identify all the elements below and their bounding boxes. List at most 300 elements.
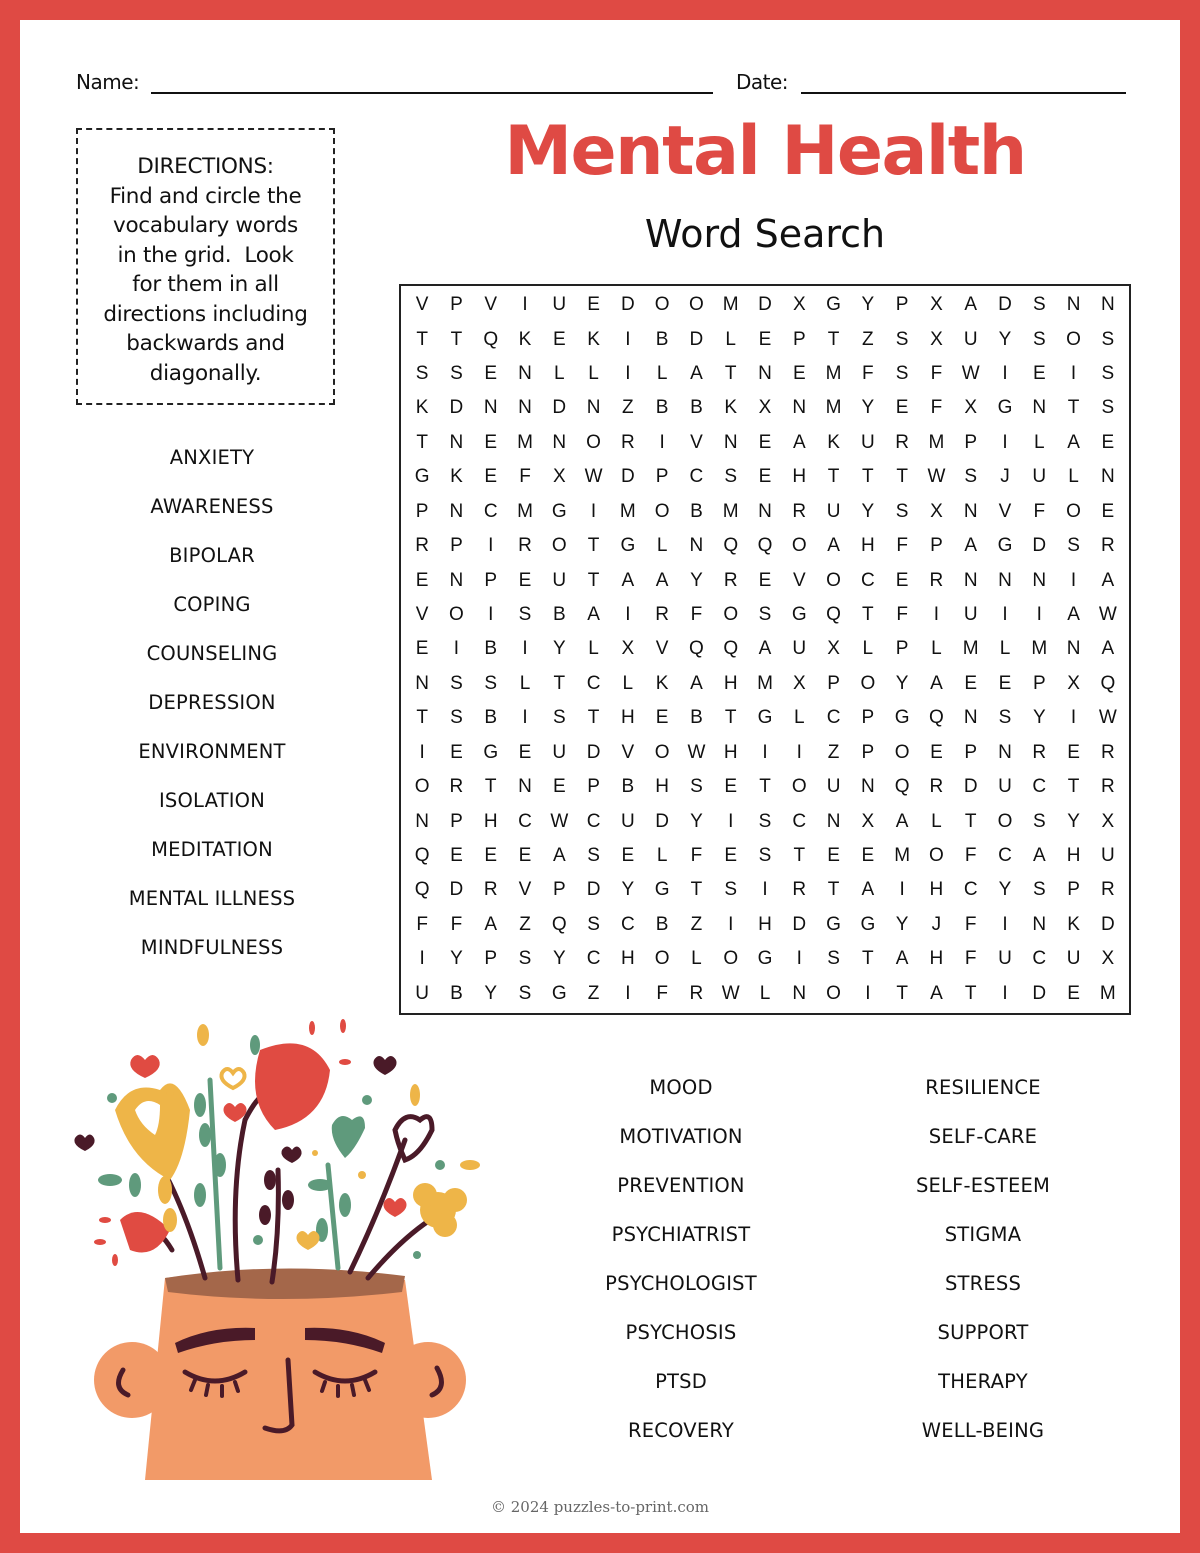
grid-letter[interactable]: G [757,948,773,970]
grid-letter[interactable]: L [931,810,942,832]
grid-letter[interactable]: A [930,982,943,1004]
grid-letter[interactable]: R [655,604,669,626]
grid-letter[interactable]: S [998,707,1012,729]
grid-letter[interactable]: G [826,913,841,935]
grid-letter[interactable]: O [1066,328,1081,350]
grid-letter[interactable]: E [552,776,566,798]
grid-letter[interactable]: Y [861,500,875,522]
grid-letter[interactable]: T [827,328,840,350]
grid-letter[interactable]: G [757,707,773,729]
grid-letter[interactable]: S [758,810,772,832]
grid-letter[interactable]: B [655,397,669,419]
grid-letter[interactable]: L [1068,466,1079,488]
grid-letter[interactable]: U [415,982,429,1004]
grid-letter[interactable]: L [691,948,702,970]
grid-letter[interactable]: P [415,500,429,522]
grid-letter[interactable]: H [723,672,738,694]
grid-letter[interactable]: T [896,982,908,1004]
grid-letter[interactable]: K [518,328,532,350]
grid-letter[interactable]: L [553,363,565,385]
grid-letter[interactable]: L [793,707,805,729]
grid-letter[interactable]: Z [862,328,874,350]
grid-letter[interactable]: D [449,397,464,419]
grid-letter[interactable]: E [895,397,909,419]
grid-letter[interactable]: P [484,569,498,591]
grid-letter[interactable]: O [449,604,464,626]
grid-letter[interactable]: C [963,879,978,901]
grid-letter[interactable]: Q [826,604,841,626]
grid-letter[interactable]: Q [723,535,739,557]
grid-letter[interactable]: O [723,604,739,626]
grid-letter[interactable]: B [690,500,703,522]
grid-letter[interactable]: I [488,535,494,557]
grid-letter[interactable]: R [895,431,909,453]
grid-letter[interactable]: H [655,776,669,798]
grid-letter[interactable]: V [792,569,806,591]
grid-letter[interactable]: G [997,397,1013,419]
grid-letter[interactable]: S [518,604,532,626]
grid-letter[interactable]: S [1101,363,1115,385]
grid-letter[interactable]: X [930,328,943,350]
grid-letter[interactable]: R [1100,741,1115,763]
grid-letter[interactable]: N [415,672,429,694]
grid-letter[interactable]: V [655,638,669,660]
grid-letter[interactable]: P [1032,672,1046,694]
grid-letter[interactable]: D [449,879,464,901]
grid-letter[interactable]: A [827,535,840,557]
grid-letter[interactable]: C [689,466,704,488]
grid-letter[interactable]: N [792,397,807,419]
grid-letter[interactable]: H [929,948,944,970]
grid-letter[interactable]: I [1070,363,1077,385]
grid-letter[interactable]: W [687,741,706,763]
grid-letter[interactable]: E [484,363,498,385]
grid-letter[interactable]: O [414,776,430,798]
grid-letter[interactable]: N [1100,294,1115,316]
grid-letter[interactable]: R [929,776,944,798]
grid-letter[interactable]: A [964,294,978,316]
grid-letter[interactable]: S [1032,294,1046,316]
grid-letter[interactable]: I [625,982,631,1004]
grid-letter[interactable]: A [895,948,909,970]
grid-letter[interactable]: I [796,948,802,970]
grid-letter[interactable]: F [450,913,463,935]
grid-letter[interactable]: A [484,913,498,935]
grid-letter[interactable]: D [620,466,635,488]
grid-letter[interactable]: M [1031,638,1048,660]
grid-letter[interactable]: W [1098,604,1117,626]
grid-letter[interactable]: B [655,328,669,350]
grid-letter[interactable]: H [758,913,772,935]
grid-letter[interactable]: N [1066,294,1081,316]
grid-letter[interactable]: W [550,810,569,832]
grid-letter[interactable]: N [860,776,875,798]
grid-letter[interactable]: B [552,604,566,626]
grid-letter[interactable]: P [450,535,463,557]
grid-letter[interactable]: U [860,431,875,453]
grid-letter[interactable]: E [1067,741,1080,763]
grid-letter[interactable]: T [587,535,600,557]
grid-letter[interactable]: D [758,294,772,316]
grid-letter[interactable]: P [895,294,909,316]
grid-letter[interactable]: Q [414,879,430,901]
grid-letter[interactable]: I [762,879,768,901]
grid-letter[interactable]: C [518,810,532,832]
date-field[interactable] [801,92,1126,94]
grid-letter[interactable]: E [758,328,772,350]
grid-letter[interactable]: I [1070,569,1077,591]
grid-letter[interactable]: Y [450,948,463,970]
grid-letter[interactable]: I [1070,707,1077,729]
grid-letter[interactable]: N [998,569,1012,591]
grid-letter[interactable]: Q [894,776,910,798]
grid-letter[interactable]: W [584,466,603,488]
grid-letter[interactable]: S [758,604,772,626]
grid-letter[interactable]: T [896,466,908,488]
grid-letter[interactable]: B [484,707,498,729]
grid-letter[interactable]: M [517,500,533,522]
grid-letter[interactable]: S [518,982,532,1004]
grid-letter[interactable]: O [894,741,910,763]
grid-letter[interactable]: A [655,569,669,591]
grid-letter[interactable]: S [450,672,463,694]
grid-letter[interactable]: G [860,913,876,935]
grid-letter[interactable]: P [1067,879,1080,901]
grid-letter[interactable]: Y [998,879,1012,901]
grid-letter[interactable]: S [1032,328,1046,350]
grid-letter[interactable]: F [690,604,703,626]
grid-letter[interactable]: T [416,431,428,453]
grid-letter[interactable]: O [551,535,567,557]
grid-letter[interactable]: E [587,294,600,316]
name-field[interactable] [151,92,713,94]
grid-letter[interactable]: E [415,638,429,660]
grid-letter[interactable]: C [1032,776,1047,798]
grid-letter[interactable]: Q [483,328,499,350]
grid-letter[interactable]: R [689,982,704,1004]
grid-letter[interactable]: E [450,741,463,763]
grid-letter[interactable]: S [450,363,463,385]
grid-letter[interactable]: N [723,431,738,453]
grid-letter[interactable]: A [792,431,806,453]
grid-letter[interactable]: C [620,913,635,935]
grid-letter[interactable]: M [825,363,842,385]
grid-letter[interactable]: C [792,810,807,832]
grid-letter[interactable]: O [723,948,739,970]
grid-letter[interactable]: S [587,913,600,935]
grid-letter[interactable]: M [894,845,911,867]
grid-letter[interactable]: D [998,294,1012,316]
grid-letter[interactable]: K [724,397,738,419]
grid-letter[interactable]: Y [552,948,566,970]
grid-letter[interactable]: T [793,845,806,867]
grid-letter[interactable]: U [826,776,841,798]
grid-letter[interactable]: N [1100,466,1115,488]
grid-letter[interactable]: X [552,466,566,488]
grid-letter[interactable]: A [690,672,703,694]
grid-letter[interactable]: I [1002,913,1008,935]
grid-letter[interactable]: K [655,672,669,694]
grid-letter[interactable]: S [552,707,566,729]
grid-letter[interactable]: B [655,913,669,935]
grid-letter[interactable]: O [997,810,1013,832]
grid-letter[interactable]: N [586,397,601,419]
grid-letter[interactable]: E [552,328,566,350]
grid-letter[interactable]: D [1100,913,1115,935]
grid-letter[interactable]: A [552,845,566,867]
grid-letter[interactable]: E [758,431,772,453]
grid-letter[interactable]: H [620,948,635,970]
grid-letter[interactable]: T [724,707,737,729]
grid-letter[interactable]: S [895,500,909,522]
grid-letter[interactable]: D [1032,982,1047,1004]
grid-letter[interactable]: Z [587,982,600,1004]
grid-letter[interactable]: L [622,672,634,694]
grid-letter[interactable]: L [656,363,668,385]
grid-letter[interactable]: P [895,638,909,660]
grid-letter[interactable]: K [587,328,600,350]
grid-letter[interactable]: I [522,707,528,729]
grid-letter[interactable]: E [964,672,978,694]
grid-letter[interactable]: S [484,672,498,694]
grid-letter[interactable]: T [416,707,428,729]
grid-letter[interactable]: Q [689,638,704,660]
grid-letter[interactable]: P [484,948,498,970]
grid-letter[interactable]: E [1067,982,1080,1004]
grid-letter[interactable]: S [724,466,738,488]
grid-letter[interactable]: V [484,294,498,316]
grid-letter[interactable]: E [1101,500,1115,522]
grid-letter[interactable]: A [930,672,943,694]
grid-letter[interactable]: O [826,569,841,591]
grid-letter[interactable]: N [826,810,841,832]
grid-letter[interactable]: R [792,500,807,522]
grid-letter[interactable]: I [625,604,631,626]
grid-letter[interactable]: I [796,741,802,763]
grid-letter[interactable]: O [654,948,670,970]
grid-letter[interactable]: O [654,741,670,763]
grid-letter[interactable]: W [961,363,980,385]
grid-letter[interactable]: S [895,363,909,385]
grid-letter[interactable]: N [792,982,807,1004]
grid-letter[interactable]: B [690,397,703,419]
grid-letter[interactable]: V [415,604,429,626]
grid-letter[interactable]: Q [1100,672,1116,694]
grid-letter[interactable]: G [826,294,841,316]
grid-letter[interactable]: M [757,672,773,694]
grid-letter[interactable]: Q [414,845,430,867]
grid-letter[interactable]: N [758,500,772,522]
grid-letter[interactable]: G [620,535,636,557]
grid-letter[interactable]: F [964,948,977,970]
grid-letter[interactable]: I [865,982,871,1004]
grid-letter[interactable]: V [621,741,635,763]
grid-letter[interactable]: E [998,672,1012,694]
grid-letter[interactable]: N [518,397,532,419]
grid-letter[interactable]: S [518,948,532,970]
grid-letter[interactable]: X [930,500,943,522]
grid-letter[interactable]: T [484,776,497,798]
grid-letter[interactable]: E [621,845,635,867]
grid-letter[interactable]: I [728,913,734,935]
grid-letter[interactable]: I [1002,604,1008,626]
grid-letter[interactable]: T [724,363,737,385]
grid-letter[interactable]: P [655,466,669,488]
grid-letter[interactable]: E [930,741,943,763]
grid-letter[interactable]: L [999,638,1011,660]
grid-letter[interactable]: R [723,569,738,591]
grid-letter[interactable]: L [1033,431,1045,453]
grid-letter[interactable]: D [689,328,704,350]
grid-letter[interactable]: N [963,707,978,729]
grid-letter[interactable]: S [827,948,840,970]
grid-letter[interactable]: G [894,707,910,729]
grid-letter[interactable]: S [587,845,600,867]
grid-letter[interactable]: N [998,741,1012,763]
grid-letter[interactable]: M [722,294,739,316]
grid-letter[interactable]: U [1032,466,1047,488]
grid-letter[interactable]: P [552,879,566,901]
grid-letter[interactable]: B [484,638,498,660]
grid-letter[interactable]: O [860,672,876,694]
grid-letter[interactable]: R [483,879,498,901]
grid-letter[interactable]: A [964,535,978,557]
grid-letter[interactable]: D [963,776,978,798]
grid-letter[interactable]: A [895,810,909,832]
grid-letter[interactable]: A [1101,638,1115,660]
grid-letter[interactable]: D [620,294,635,316]
grid-letter[interactable]: M [517,431,533,453]
grid-letter[interactable]: A [1101,569,1115,591]
grid-letter[interactable]: X [792,672,806,694]
grid-letter[interactable]: N [449,500,464,522]
grid-letter[interactable]: S [690,776,703,798]
grid-letter[interactable]: T [964,982,977,1004]
grid-letter[interactable]: Y [552,638,566,660]
grid-letter[interactable]: I [488,604,494,626]
grid-letter[interactable]: E [484,431,498,453]
grid-letter[interactable]: U [620,810,635,832]
grid-letter[interactable]: V [998,500,1012,522]
grid-letter[interactable]: N [415,810,429,832]
grid-letter[interactable]: D [655,810,669,832]
grid-letter[interactable]: N [1032,397,1047,419]
grid-letter[interactable]: G [483,741,499,763]
grid-letter[interactable]: F [416,913,428,935]
grid-letter[interactable]: L [519,672,531,694]
grid-letter[interactable]: H [792,466,807,488]
grid-letter[interactable]: X [758,397,772,419]
grid-letter[interactable]: K [450,466,463,488]
grid-letter[interactable]: R [1100,879,1115,901]
grid-letter[interactable]: G [414,466,430,488]
grid-letter[interactable]: M [619,500,636,522]
grid-letter[interactable]: P [587,776,600,798]
grid-letter[interactable]: N [758,363,772,385]
grid-letter[interactable]: X [1067,672,1080,694]
grid-letter[interactable]: F [656,982,668,1004]
grid-letter[interactable]: G [791,604,807,626]
grid-letter[interactable]: H [620,707,635,729]
grid-letter[interactable]: S [1101,328,1115,350]
grid-letter[interactable]: E [758,466,772,488]
grid-letter[interactable]: I [728,810,734,832]
grid-letter[interactable]: P [827,672,840,694]
grid-letter[interactable]: F [862,363,874,385]
grid-letter[interactable]: I [899,879,905,901]
grid-letter[interactable]: H [929,879,944,901]
grid-letter[interactable]: R [1100,535,1115,557]
grid-letter[interactable]: E [450,845,463,867]
grid-letter[interactable]: I [590,500,597,522]
grid-letter[interactable]: U [792,638,807,660]
grid-letter[interactable]: T [450,328,463,350]
grid-letter[interactable]: T [827,879,840,901]
grid-letter[interactable]: A [1067,431,1080,453]
grid-letter[interactable]: L [656,845,668,867]
grid-letter[interactable]: S [1067,535,1080,557]
grid-letter[interactable]: S [1032,879,1046,901]
grid-letter[interactable]: L [931,638,942,660]
grid-letter[interactable]: P [861,741,875,763]
grid-letter[interactable]: U [552,741,567,763]
grid-letter[interactable]: A [621,569,635,591]
grid-letter[interactable]: Q [723,638,739,660]
grid-letter[interactable]: T [862,948,874,970]
grid-letter[interactable]: T [553,672,566,694]
grid-letter[interactable]: Y [861,294,875,316]
grid-letter[interactable]: F [964,913,977,935]
grid-letter[interactable]: C [998,845,1012,867]
grid-letter[interactable]: I [1002,982,1008,1004]
grid-letter[interactable]: N [963,500,978,522]
grid-letter[interactable]: W [721,982,740,1004]
grid-letter[interactable]: R [518,535,532,557]
grid-letter[interactable]: E [415,569,429,591]
grid-letter[interactable]: C [586,810,601,832]
grid-letter[interactable]: G [551,500,567,522]
grid-letter[interactable]: E [827,845,840,867]
grid-letter[interactable]: A [758,638,772,660]
grid-letter[interactable]: P [930,535,943,557]
grid-letter[interactable]: Y [895,913,909,935]
grid-letter[interactable]: F [896,535,908,557]
grid-letter[interactable]: E [1032,363,1046,385]
grid-letter[interactable]: L [725,328,736,350]
grid-letter[interactable]: S [724,879,738,901]
grid-letter[interactable]: T [827,466,840,488]
grid-letter[interactable]: N [449,431,464,453]
grid-letter[interactable]: D [792,913,807,935]
grid-letter[interactable]: L [862,638,874,660]
grid-letter[interactable]: F [930,363,943,385]
grid-letter[interactable]: T [862,466,874,488]
grid-letter[interactable]: N [689,535,704,557]
grid-letter[interactable]: U [552,294,567,316]
grid-letter[interactable]: V [518,879,532,901]
grid-letter[interactable]: D [586,741,601,763]
grid-letter[interactable]: J [1000,466,1010,488]
grid-letter[interactable]: I [1002,363,1008,385]
grid-letter[interactable]: Z [622,397,634,419]
grid-letter[interactable]: I [419,948,425,970]
grid-letter[interactable]: R [415,535,429,557]
grid-letter[interactable]: Z [690,913,703,935]
grid-letter[interactable]: D [552,397,567,419]
grid-letter[interactable]: E [758,569,772,591]
grid-letter[interactable]: C [586,948,601,970]
grid-letter[interactable]: Y [621,879,635,901]
